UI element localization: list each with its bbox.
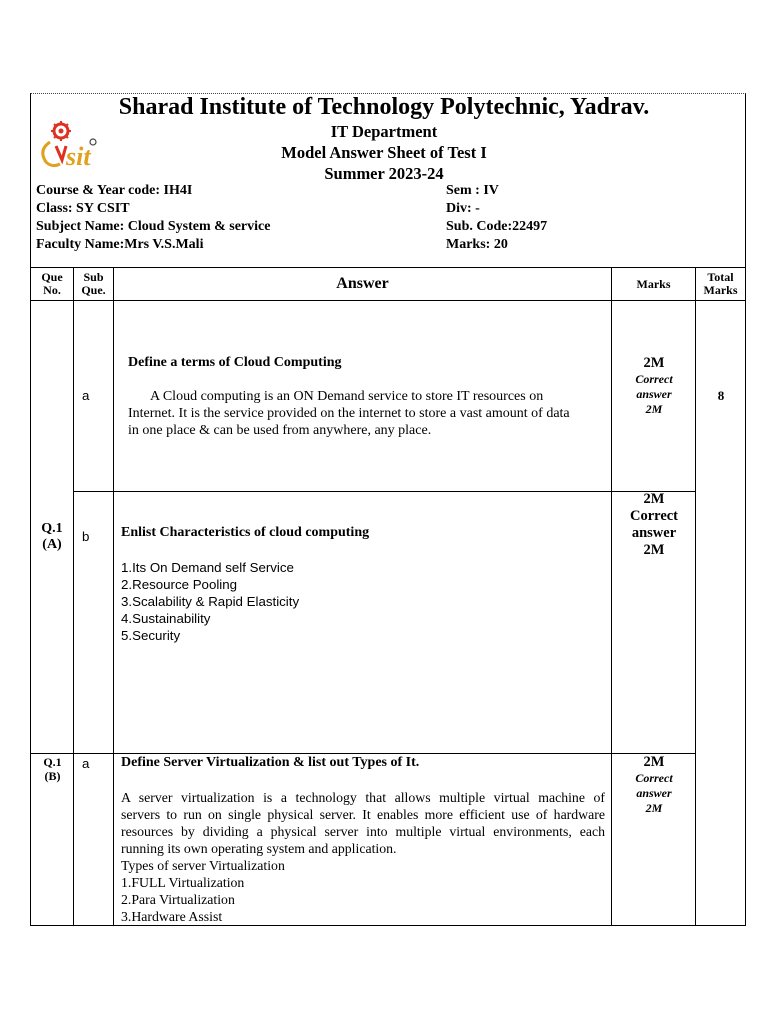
q1a-label: Q.1 (A) bbox=[31, 301, 74, 754]
subject-name: Subject Name: Cloud System & service bbox=[36, 219, 271, 234]
q1a-answer-b: Enlist Characteristics of cloud computing 1.Its On Demand self Service 2.Resource Pooling 3.Scalability & Rapid Elasticity 4.Sustainability 5.Security bbox=[114, 492, 612, 754]
q1b-answer-a: Define Server Virtualization & list out Types of It. A server virtualization is a technology that allows multiple virtual machine of servers to run on single physical server. It enables more efficient use of hardware resources by dividing a physical server into multiple virtual environments, each running its own operating system and application. Types of server Virtualization 1.FULL Virtualization 2.Para Virtualization 3.Hardware Assist bbox=[114, 754, 612, 926]
subject-code: Sub. Code:22497 bbox=[446, 219, 548, 234]
q1a-marks-a: 2M Correct answer 2M bbox=[612, 301, 696, 492]
q1a-sub-b: b bbox=[74, 492, 114, 754]
q1a-sub-a: a bbox=[74, 301, 114, 492]
col-marks: Marks bbox=[612, 268, 696, 301]
col-answer: Answer bbox=[114, 268, 612, 301]
table-row bbox=[31, 301, 746, 492]
q1b-marks-a: 2M Correct answer 2M bbox=[612, 754, 696, 926]
semester: Sem : IV bbox=[446, 183, 499, 198]
institute-logo bbox=[36, 120, 116, 172]
q1a-marks-b: 2M Correct answer 2M bbox=[612, 492, 696, 754]
answer-table bbox=[30, 267, 746, 926]
table-row bbox=[31, 754, 746, 926]
q1-total-marks: 8 bbox=[696, 301, 746, 926]
course-code: Course & Year code: IH4I bbox=[36, 183, 193, 198]
q1a-answer-a: Define a terms of Cloud Computing A Cloud computing is an ON Demand service to store IT resources on Internet. It is the service provided on the internet to store a vast amount of data in one place & can be used from anywhere, any place. bbox=[114, 301, 612, 492]
marks-total: Marks: 20 bbox=[446, 237, 508, 252]
col-total-marks: Total Marks bbox=[696, 268, 746, 301]
division: Div: - bbox=[446, 201, 480, 216]
department-name: IT Department bbox=[330, 122, 438, 141]
q1b-label: Q.1 (B) bbox=[31, 754, 74, 926]
table-header-row bbox=[31, 268, 746, 301]
faculty-name: Faculty Name:Mrs V.S.Mali bbox=[36, 237, 204, 252]
sheet-title: Model Answer Sheet of Test I bbox=[281, 143, 487, 162]
q1b-sub-a: a bbox=[74, 754, 114, 926]
class-label: Class: SY CSIT bbox=[36, 201, 130, 216]
session-label: Summer 2023-24 bbox=[324, 164, 444, 183]
table-row bbox=[31, 492, 746, 754]
institute-name: Sharad Institute of Technology Polytechnic, Yadrav. bbox=[118, 94, 650, 120]
logo-text: sit bbox=[66, 142, 91, 171]
col-sub-que: Sub Que. bbox=[74, 268, 114, 301]
col-que-no: Que No. bbox=[31, 268, 74, 301]
